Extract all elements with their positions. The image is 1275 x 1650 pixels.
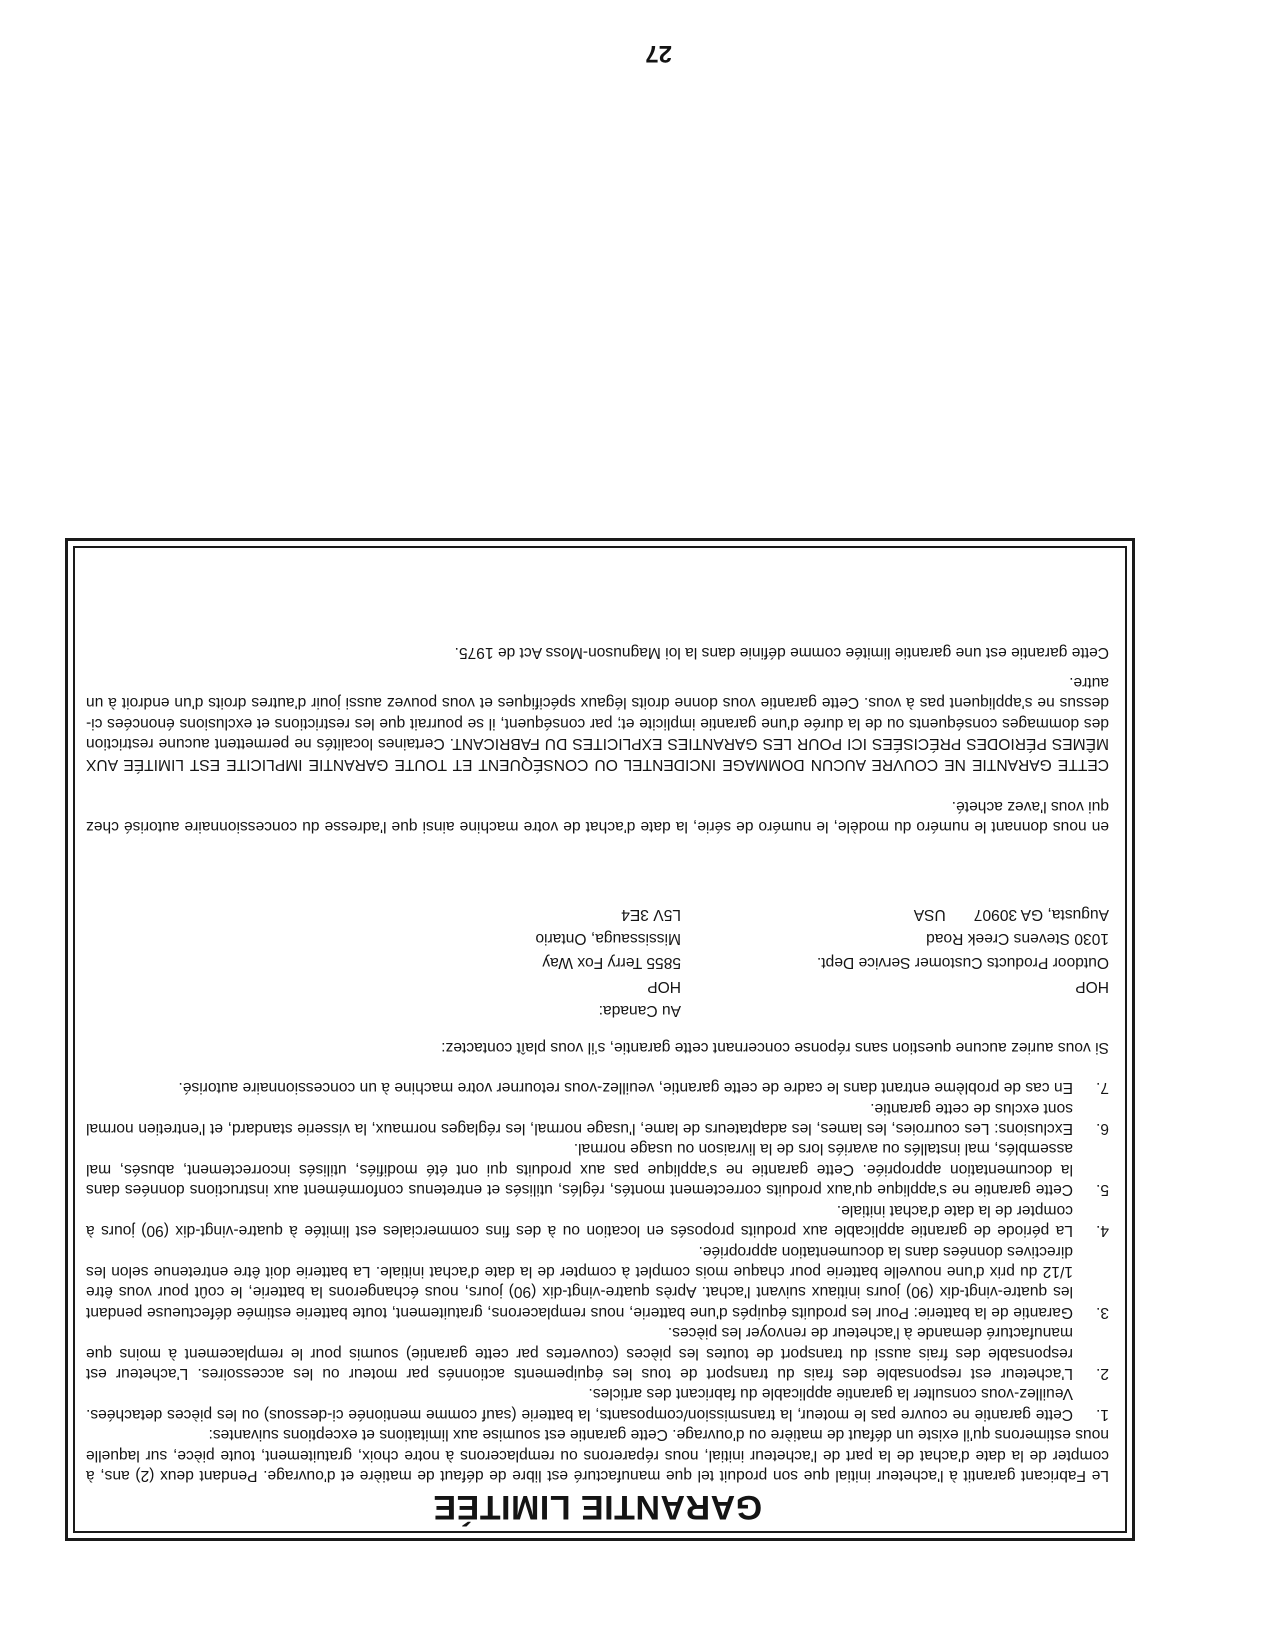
- item-number: 6.: [1095, 1120, 1109, 1138]
- warranty-conditions-list: [86, 1077, 1109, 1424]
- us-country: USA: [913, 906, 946, 924]
- disclaimer-rest: Certaines localités ne permettent aucune restriction des dommages conséquents ou de la durée d'une garantie implicite et; par conséquent, il se pourrait que les restrictions et exclusions énoncées ci-dessus ne s'appliquent pas à vous. Cette garantie vous donne droits légaux spécifiques et vous pouvez aussi jouir d'autres droits d'un endroit à un autre.: [86, 674, 1109, 753]
- warranty-content: [86, 641, 1109, 1538]
- warranty-condition-item: [86, 1199, 1109, 1240]
- item-number: 3.: [1095, 1303, 1109, 1321]
- us-city-line: [817, 900, 1109, 924]
- canada-company-name: HOP: [647, 978, 681, 996]
- item-number: 1.: [1095, 1405, 1109, 1423]
- canada-postal-code: L5V 3E4: [621, 906, 681, 924]
- item-number: 5.: [1095, 1181, 1109, 1199]
- us-city: Augusta, GA 30907: [973, 906, 1109, 924]
- canada-label: Au Canada:: [598, 1002, 681, 1020]
- us-address-blank-line: [817, 996, 1109, 1020]
- item-text: En cas de problème entrant dans le cadre de cette garantie, veuillez-vous retourner votre machine à un concessionnaire autorisé.: [178, 1079, 1073, 1097]
- item-number: 4.: [1095, 1222, 1109, 1240]
- item-number: 2.: [1095, 1364, 1109, 1382]
- item-text: Cette garantie ne couvre pas le moteur, la transmission/composants, la batterie (sauf comme mentionée ci-dessous) ou les pièces detachées. Veuillez-vous consulter la garantie applicable du fabricant des articles.: [86, 1385, 1073, 1423]
- warranty-condition-item: [86, 1077, 1109, 1097]
- warranty-condition-item: [86, 1240, 1109, 1322]
- us-company-name: HOP: [1075, 978, 1109, 996]
- dealer-info: en nous donnant le numéro du modèle, le numéro de série, la date d'achat de votre machine ainsi que l'adresse du concessionnaire autorisé chez qui vous l'avez acheté.: [86, 798, 1109, 836]
- canada-city: Mississauga, Ontario: [535, 930, 681, 948]
- warranty-condition-item: [86, 1138, 1109, 1199]
- canada-address: [535, 900, 681, 1020]
- us-street: 1030 Stevens Creek Road: [926, 930, 1109, 948]
- magnuson-moss-note: Cette garantie est une garantie limitée comme définie dans la loi Magnuson-Moss Act de 1975.: [454, 643, 1109, 661]
- item-text: Garantie de la batterie: Pour les produits équipés d'une batterie, nous remplacerons, gratuitement, toute batterie estimée défectueuse pendant les quatre-vingt-dix (90) jours initiaux suivant l'achat. Après quatre-vingt-dix (90) jours, nous échangerons la batterie, le coût pour vous être 1/12 du prix d'une nouvelle batterie pour chaque mois complet à compter de la date d'achat initiale. La batterie doit être entretenue selon les directives données dans la documentation appropriée.: [86, 1242, 1073, 1321]
- page-number: 27: [645, 40, 672, 67]
- item-text: Exclusions: Les courroies, les lames, les adaptateurs de lame, l'usage normal, les réglages normaux, la visserie standard, et l'entretien normal sont exclus de cette garantie.: [86, 1099, 1073, 1138]
- warranty-intro: Le Fabricant garantit à l'acheteur initial que son produit tel que manufacturé est libre de défaut de matière et d'ouvrage. Pendant deux (2) ans, à compter de la date d'achat de la part de l'acheteur initial, nous réparerons ou remplacerons à notre choix, gratuitement, toute pièce, sur laquelle nous estimerons qu'il existe un défaut de matière ou d'ouvrage. Cette garantie est soumise aux limitations et exceptions suivantes:: [86, 1426, 1109, 1484]
- disclaimer-caps: CETTE GARANTIE NE COUVRE AUCUN DOMMAGE INCIDENTEL OU CONSÉQUENT ET TOUTE GARANTIE IMPLICITE EST LIMITÉE AUX MÊMES PÉRIODES PRÉCISÉES ICI POUR LES GARANTIES EXPLICITES DU FABRICANT.: [86, 735, 1109, 773]
- warranty-condition-item: [86, 1322, 1109, 1383]
- contact-addresses: [86, 836, 1109, 1020]
- item-number: 7.: [1095, 1079, 1109, 1097]
- item-text: L'acheteur est responsable des frais du transport de tous les équipements actionnés par moteur ou les accessoires. L'acheteur est responsable des frais aussi du transport de toutes les pièces (couvertes par cette garantie) soumis pour le remplacement à moins que manufacturé demande à l'acheteur de renvoyer les pièces.: [86, 1324, 1073, 1382]
- us-department: Outdoor Products Customer Service Dept.: [816, 954, 1109, 972]
- warranty-frame: [65, 538, 1135, 1541]
- canada-street: 5855 Terry Fox Way: [542, 954, 681, 972]
- item-text: Cette garantie ne s'applique qu'aux produits correctement montés, réglés, utilisés et entretenus conformément aux instructions données dans la documentation appropriée. Cette garantie ne s'applique pas aux produits qui ont été modifiés, utilisés incorrectement, abusés, mal assemblés, mal installés ou avariés lors de la livraison ou usage normal.: [86, 1140, 1073, 1199]
- disclaimer: [86, 672, 1109, 774]
- item-text: La période de garantie applicable aux produits proposés en location ou à des fins commerciales est limitée à quatre-vingt-dix (90) jours à compter de la date d'achat initiale.: [86, 1201, 1073, 1240]
- warranty-title: GARANTIE LIMITÉE: [432, 1488, 763, 1526]
- contact-intro: Si vous auriez aucune question sans réponse concernant cette garantie, s'il vous plaît contactez:: [441, 1038, 1109, 1056]
- warranty-condition-item: [86, 1097, 1109, 1138]
- warranty-condition-item: [86, 1383, 1109, 1424]
- us-address: [817, 900, 1109, 1020]
